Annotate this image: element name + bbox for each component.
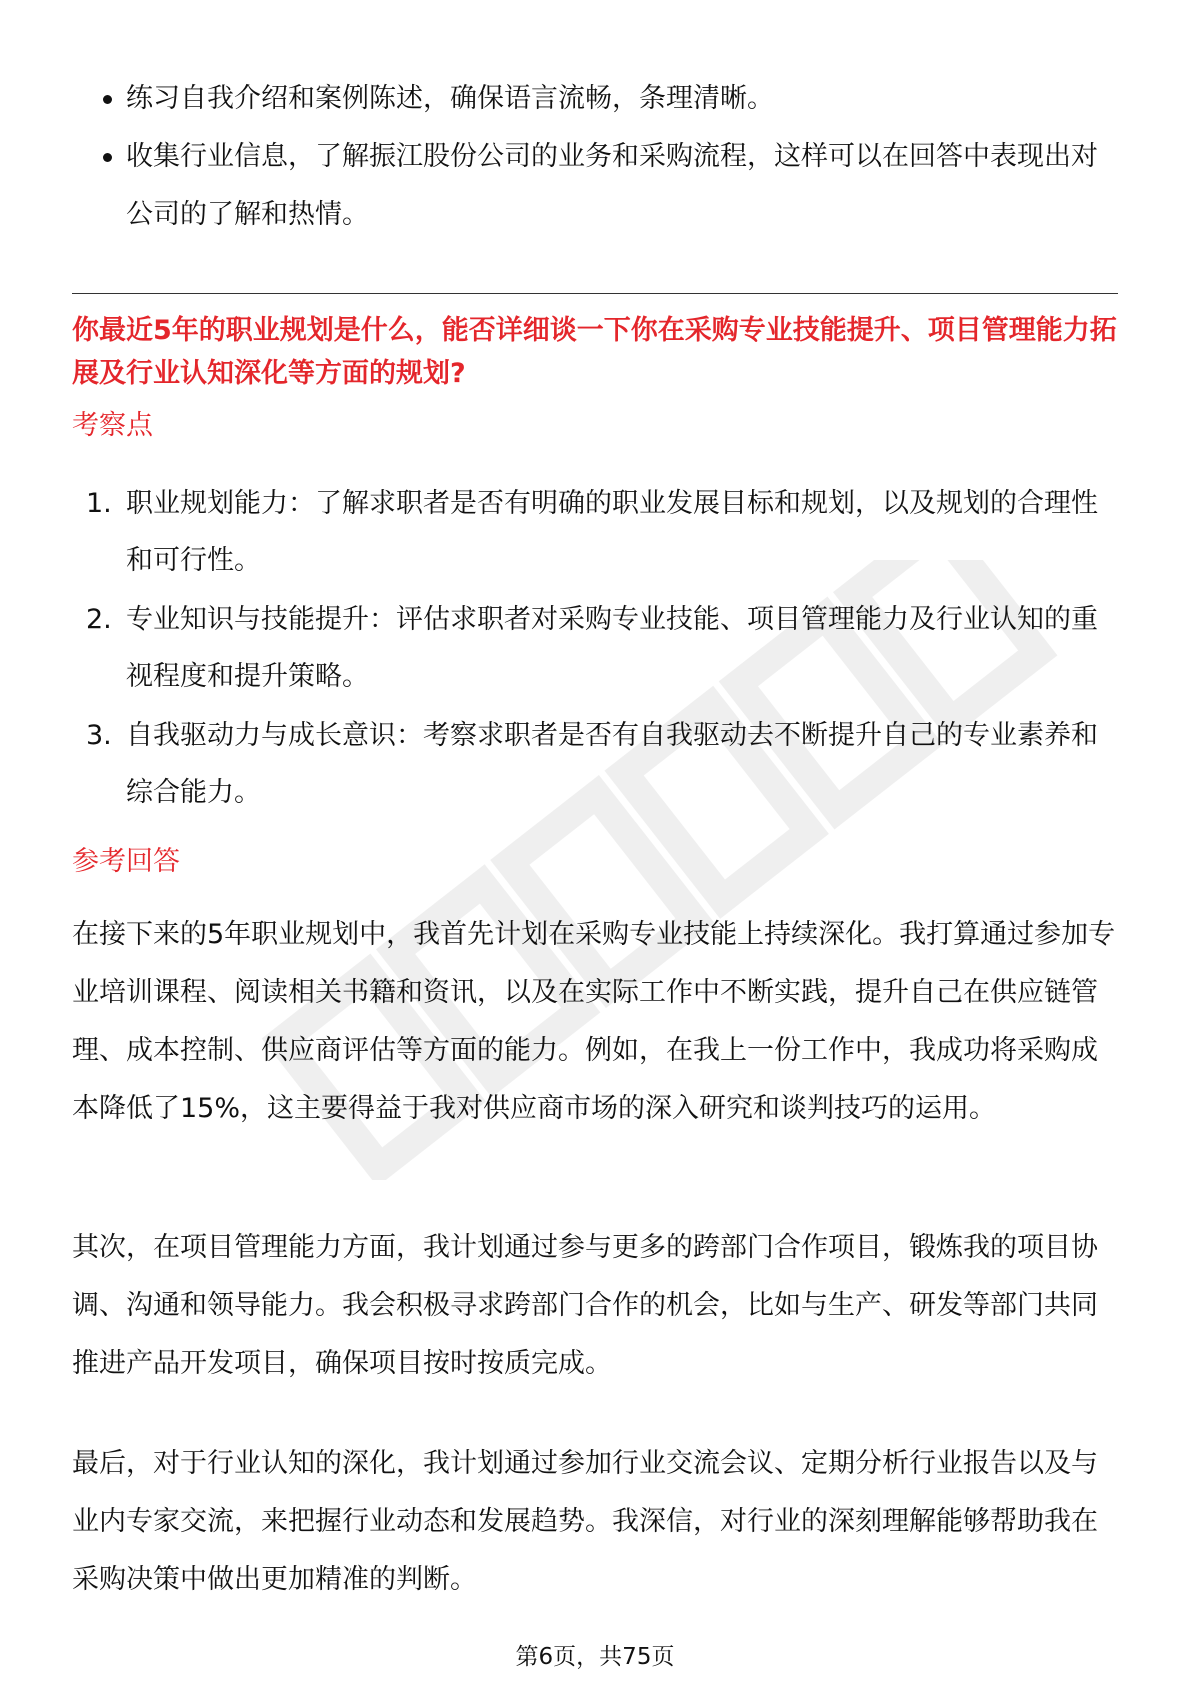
- answer-paragraph: 最后，对于行业认知的深化，我计划通过参加行业交流会议、定期分析行业报告以及与业内专家交流，来把握行业动态和发展趋势。我深信，对行业的深刻理解能够帮助我在采购决策中做出更加精准的判断。: [72, 1448, 1098, 1595]
- bullet-item: [72, 128, 1118, 244]
- document-page: [72, 0, 1118, 1684]
- answer-paragraph: 其次，在项目管理能力方面，我计划通过参与更多的跨部门合作项目，锻炼我的项目协调、沟通和领导能力。我会积极寻求跨部门合作的机会，比如与生产、研发等部门共同推进产品开发项目，确保项目按时按质完成。: [72, 1232, 1098, 1379]
- points-heading: 考察点: [72, 410, 153, 441]
- section-divider: [72, 293, 1118, 294]
- bullet-text: 练习自我介绍和案例陈述，确保语言流畅，条理清晰。: [126, 83, 774, 114]
- list-number: 3.: [86, 720, 112, 751]
- bullet-item: [72, 70, 1118, 128]
- list-item-text: 专业知识与技能提升：评估求职者对采购专业技能、项目管理能力及行业认知的重视程度和提升策略。: [126, 604, 1098, 692]
- list-item: [72, 475, 1118, 589]
- bullet-text: 收集行业信息，了解振江股份公司的业务和采购流程，这样可以在回答中表现出对公司的了解和热情。: [126, 141, 1098, 230]
- list-number: 2.: [86, 604, 112, 635]
- tips-bullet-list: [72, 70, 1118, 244]
- assessment-points-list: [72, 475, 1118, 823]
- list-item: [72, 707, 1118, 821]
- answer-heading: 参考回答: [72, 846, 180, 877]
- bullet-dot-icon: [103, 95, 112, 104]
- answer-paragraph: 在接下来的5年职业规划中，我首先计划在采购专业技能上持续深化。我打算通过参加专业培训课程、阅读相关书籍和资讯，以及在实际工作中不断实践，提升自己在供应链管理、成本控制、供应商评估等方面的能力。例如，在我上一份工作中，我成功将采购成本降低了15%，这主要得益于我对供应商市场的深入研究和谈判技巧的运用。: [72, 919, 1116, 1124]
- list-item-text: 职业规划能力：了解求职者是否有明确的职业发展目标和规划，以及规划的合理性和可行性。: [126, 488, 1098, 576]
- list-item-text: 自我驱动力与成长意识：考察求职者是否有自我驱动去不断提升自己的专业素养和综合能力。: [126, 720, 1098, 808]
- page-footer: 第6页，共75页: [515, 1644, 675, 1670]
- list-number: 1.: [86, 488, 112, 519]
- interview-question: 你最近5年的职业规划是什么，能否详细谈一下你在采购专业技能提升、项目管理能力拓展及行业认知深化等方面的规划?: [72, 315, 1117, 389]
- list-item: [72, 591, 1118, 705]
- bullet-dot-icon: [103, 153, 112, 162]
